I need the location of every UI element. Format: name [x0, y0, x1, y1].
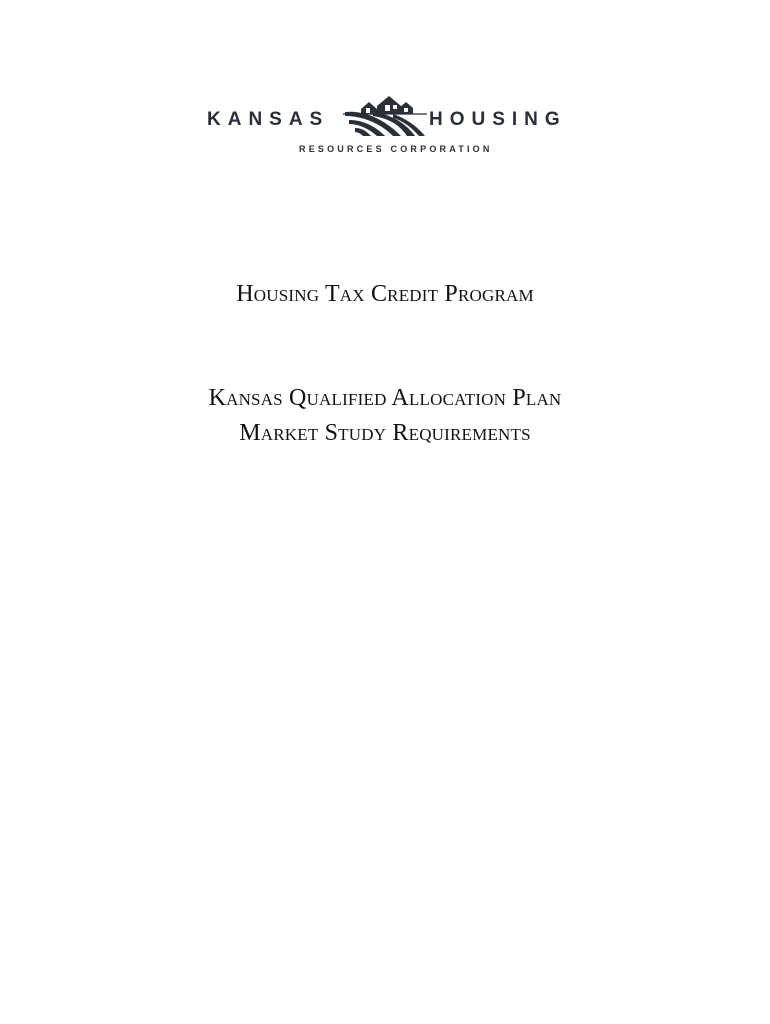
program-title: Housing Tax Credit Program: [236, 281, 534, 307]
logo-subtitle: RESOURCES CORPORATION: [299, 144, 493, 154]
plan-title-line-1: Kansas Qualified Allocation Plan: [208, 385, 562, 411]
logo-word-kansas: KANSAS: [207, 109, 330, 130]
house-fields-icon: [343, 92, 427, 138]
logo: [0, 0, 770, 170]
plan-title-line-2: Market Study Requirements: [239, 420, 531, 446]
logo-word-housing: HOUSING: [429, 109, 567, 130]
